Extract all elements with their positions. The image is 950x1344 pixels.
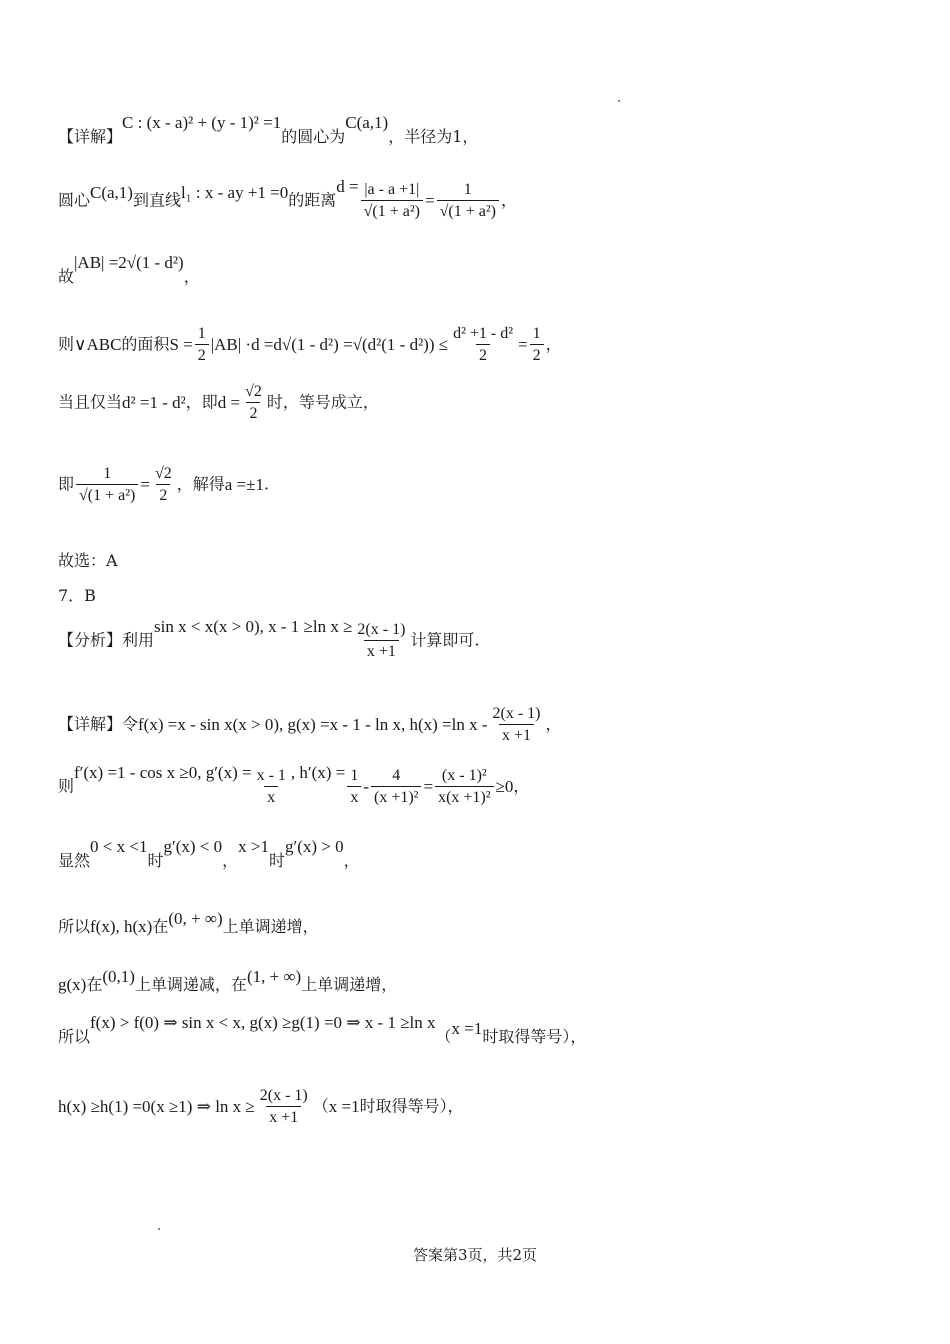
fraction-numerator: 1	[197, 325, 206, 342]
fraction	[76, 466, 138, 504]
page-footer: 答案第3页，共2页	[412, 1246, 538, 1264]
math-expression: l₁ : x - ay +1 =0	[181, 182, 289, 202]
text-run: （	[312, 1096, 329, 1116]
fraction-numerator: √2	[245, 383, 262, 400]
text-run: 故	[58, 267, 75, 286]
text-run: 到直线	[132, 190, 181, 210]
fraction	[254, 768, 289, 806]
math-expression: g(x)	[58, 975, 87, 994]
math-expression: ≥0	[495, 776, 514, 796]
text-run: ，半径为1，	[388, 127, 479, 146]
text-run: （	[435, 1027, 452, 1046]
math-expression: d =	[336, 176, 359, 196]
answer-line-6	[58, 553, 118, 569]
math-expression: f(x) > f(0) ⇒ sin x < x, g(x) ≥g(1) =0 ⇒ x - 1 ≥ln x	[90, 1013, 436, 1032]
fraction-denominator: √(1 + a²)	[361, 200, 423, 220]
math-expression: (1, + ∞)	[246, 967, 302, 986]
fraction-numerator: |a - a +1|	[364, 181, 420, 198]
fraction-denominator: 2	[156, 484, 170, 504]
fraction	[371, 768, 421, 806]
fraction-numerator: 4	[392, 767, 401, 784]
fraction	[361, 182, 423, 220]
distance-line	[58, 176, 517, 220]
math-expression: =	[518, 334, 528, 354]
text-run: 当且仅当	[58, 392, 123, 412]
math-expression: C : (x - a)² + (y - 1)² =1	[122, 113, 282, 132]
text-run: 在	[152, 917, 169, 936]
math-expression: -	[363, 776, 369, 796]
sign-analysis-line	[58, 837, 360, 870]
inequality-h-line	[58, 1088, 464, 1126]
text-run: .	[263, 474, 270, 494]
fraction-numerator: 1	[532, 325, 541, 342]
fraction-numerator: d² +1 - d²	[453, 325, 514, 342]
math-expression: =	[140, 474, 150, 494]
fraction-denominator: x +1	[364, 640, 399, 660]
fraction-denominator: x	[347, 786, 361, 806]
text-run: 圆心	[58, 190, 91, 210]
inequality-f-g-line	[58, 1013, 587, 1046]
fraction-numerator: 1	[463, 181, 472, 198]
math-expression: x =1	[328, 1096, 360, 1116]
text-run: 即	[58, 474, 75, 494]
text-run: 显然	[58, 851, 91, 870]
fraction-denominator: √(1 + a²)	[76, 484, 138, 504]
text-run: 计算即可.	[410, 630, 480, 650]
analysis-line-7	[58, 616, 480, 660]
math-expression: f(x), h(x)	[90, 917, 153, 936]
text-run: 时，等号成立，	[266, 392, 379, 412]
detail-line-circle	[58, 113, 479, 146]
math-expression: x >1	[238, 837, 269, 856]
text-run: ，	[500, 190, 517, 210]
fraction-numerator: 2(x - 1)	[357, 621, 406, 638]
fraction	[437, 182, 499, 220]
fraction	[490, 706, 544, 744]
text-run: 时取得等号），	[359, 1096, 464, 1116]
math-expression: f′(x) =1 - cos x ≥0, g′(x) =	[74, 762, 252, 782]
question-7-label	[58, 588, 96, 604]
text-run: ，	[545, 714, 562, 734]
text-run: ，	[183, 267, 200, 286]
text-run: 上单调递增，	[222, 917, 319, 936]
math-expression: d² =1 - d²	[122, 392, 186, 412]
fraction	[435, 768, 493, 806]
fraction	[354, 622, 408, 660]
fraction	[347, 768, 361, 806]
math-expression: C(a,1)	[345, 113, 389, 132]
math-expression: a =±1	[224, 474, 264, 494]
fraction-denominator: 2	[195, 344, 209, 364]
fraction-numerator: 2(x - 1)	[492, 705, 541, 722]
math-expression: |AB| =2√(1 - d²)	[74, 253, 184, 272]
math-expression: (0,1)	[102, 967, 135, 986]
fraction-denominator: x +1	[499, 724, 534, 744]
text-run: ，即	[185, 392, 218, 412]
derivative-line	[58, 762, 530, 806]
text-run: 的圆心为	[281, 127, 346, 146]
fraction-numerator: 1	[350, 767, 359, 784]
math-expression: |AB| ·d =d√(1 - d²) =√(d²(1 - d²)) ≤	[210, 334, 449, 354]
monotonic-g-line	[58, 967, 398, 994]
text-run: 则	[58, 776, 75, 796]
text-run: 7．B	[58, 586, 96, 605]
text-run: 时	[268, 851, 285, 870]
text-run: ，	[545, 334, 562, 354]
text-run: 在	[86, 975, 103, 994]
monotonic-fh-line	[58, 909, 319, 936]
text-run: 【详解】	[58, 127, 123, 146]
text-run: 则	[58, 334, 75, 354]
fraction-numerator: (x - 1)²	[441, 767, 487, 784]
math-expression: , h′(x) =	[290, 762, 346, 782]
solve-a-line	[58, 466, 269, 504]
text-run: ，解得	[176, 474, 225, 494]
math-expression: sin x < x(x > 0), x - 1 ≥ln x ≥	[154, 616, 353, 636]
math-expression: g′(x) < 0	[163, 837, 223, 856]
math-expression: h(x) ≥h(1) =0(x ≥1) ⇒ ln x ≥	[58, 1096, 255, 1116]
fraction-denominator: 2	[476, 344, 490, 364]
fraction	[195, 326, 209, 364]
math-expression: =	[423, 776, 434, 796]
math-expression: =	[424, 190, 435, 210]
math-expression: S =	[169, 334, 193, 354]
area-line	[58, 326, 562, 364]
fraction-denominator: √(1 + a²)	[437, 200, 499, 220]
text-run: ，	[513, 776, 530, 796]
scan-mark-top	[618, 100, 620, 102]
math-expression: d =	[217, 392, 241, 412]
fraction	[152, 466, 175, 504]
fraction	[450, 326, 516, 364]
math-expression: (0, + ∞)	[168, 909, 223, 928]
text-run: 上单调递增，	[301, 975, 398, 994]
text-run: 所以	[58, 1027, 91, 1046]
fraction-numerator: x - 1	[256, 767, 286, 784]
math-expression: ∨ABC	[74, 334, 122, 354]
math-expression: 0 < x <1	[90, 837, 148, 856]
fraction	[242, 384, 265, 422]
equality-condition-line	[58, 384, 379, 422]
fraction-numerator: 1	[103, 465, 112, 482]
math-expression: x =1	[451, 1019, 483, 1038]
text-run: 所以	[58, 917, 91, 936]
math-expression: g′(x) > 0	[284, 837, 344, 856]
text-run: ，	[343, 851, 360, 870]
fraction-denominator: 2	[530, 344, 544, 364]
scan-mark-bottom	[158, 1228, 160, 1230]
text-run: 的面积	[121, 334, 170, 354]
text-run: 【分析】利用	[58, 630, 155, 650]
fraction-denominator: (x +1)²	[371, 786, 421, 806]
text-run: ，	[222, 851, 239, 870]
fraction-denominator: x	[264, 786, 278, 806]
text-run: 时取得等号），	[482, 1027, 587, 1046]
text-run: 上单调递减，在	[134, 975, 247, 994]
fraction-denominator: 2	[246, 402, 260, 422]
math-expression: C(a,1)	[90, 182, 133, 202]
text-run: 故选：A	[58, 551, 118, 570]
fraction	[530, 326, 544, 364]
text-run: 时	[147, 851, 164, 870]
fraction-denominator: x(x +1)²	[435, 786, 493, 806]
chord-length-line	[58, 253, 200, 286]
fraction	[257, 1088, 311, 1126]
fraction-numerator: 2(x - 1)	[259, 1087, 308, 1104]
text-run: 的距离	[288, 190, 337, 210]
detail-line-7-define	[58, 706, 562, 744]
fraction-numerator: √2	[154, 465, 172, 482]
math-expression: f(x) =x - sin x(x > 0), g(x) =x - 1 - ln x, h(x) =ln x -	[138, 714, 488, 734]
fraction-denominator: x +1	[266, 1106, 301, 1126]
text-run: 【详解】令	[58, 714, 139, 734]
